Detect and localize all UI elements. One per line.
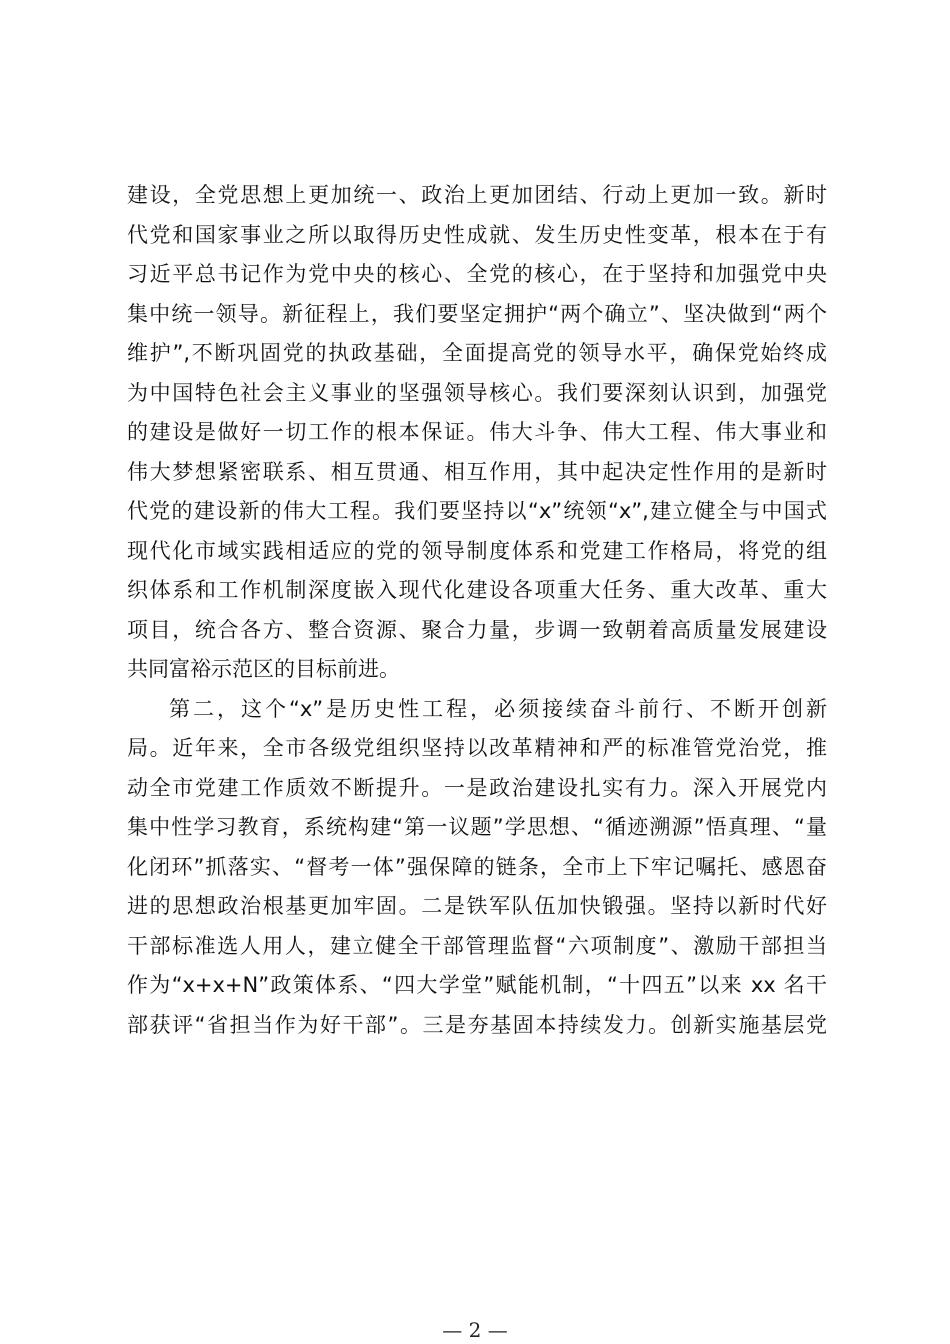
text-line: 代党和国家事业之所以取得历史性成就、发生历史性变革，根本在于有 xyxy=(127,222,827,247)
paragraph-2 xyxy=(127,690,827,1046)
text-line: 现代化市域实践相适应的党的领导制度体系和党建工作格局，将党的组 xyxy=(127,538,827,563)
text-line: 第二，这个“x”是历史性工程，必须接续奋斗前行、不断开创新 xyxy=(169,696,827,721)
text-line: 局。近年来，全市各级党组织坚持以改革精神和严的标准管党治党，推 xyxy=(127,736,827,760)
text-line: 习近平总书记作为党中央的核心、全党的核心，在于坚持和加强党中央 xyxy=(127,262,827,286)
text-line: 部获评“省担当作为好干部”。三是夯基固本持续发力。创新实施基层党 xyxy=(127,1012,827,1037)
text-line: 集中统一领导。新征程上，我们要坚定拥护“两个确立”、坚决做到“两个 xyxy=(127,301,827,326)
text-line: 织体系和工作机制深度嵌入现代化建设各项重大任务、重大改革、重大 xyxy=(127,578,827,602)
text-line: 集中性学习教育，系统构建“第一议题”学思想、“循迹溯源”悟真理、“量 xyxy=(127,815,827,839)
text-line: 维护”,不断巩固党的执政基础，全面提高党的领导水平，确保党始终成 xyxy=(127,341,827,365)
page-number: — 2 — xyxy=(442,1318,508,1342)
paragraph-1 xyxy=(127,176,827,690)
text-line: 进的思想政治根基更加牢固。二是铁军队伍加快锻强。坚持以新时代好 xyxy=(127,894,827,918)
text-line: 共同富裕示范区的目标前进。 xyxy=(127,657,400,681)
text-line: 化闭环”抓落实、“督考一体”强保障的链条，全市上下牢记嘱托、感恩奋 xyxy=(127,854,827,879)
text-line: 代党的建设新的伟大工程。我们要坚持以“x”统领“x”,建立健全与中国式 xyxy=(127,499,827,523)
text-line: 项目，统合各方、整合资源、聚合力量，步调一致朝着高质量发展建设 xyxy=(127,617,827,642)
text-line: 作为“x+x+N”政策体系、“四大学堂”赋能机制，“十四五”以来 xx 名干 xyxy=(127,973,827,997)
text-line: 动全市党建工作质效不断提升。一是政治建设扎实有力。深入开展党内 xyxy=(127,775,827,800)
text-line: 伟大梦想紧密联系、相互贯通、相互作用，其中起决定性作用的是新时 xyxy=(127,459,827,484)
text-line: 干部标准选人用人，建立健全干部管理监督“六项制度”、激励干部担当 xyxy=(127,933,827,958)
body-text xyxy=(127,176,827,1045)
text-line: 为中国特色社会主义事业的坚强领导核心。我们要深刻认识到，加强党 xyxy=(127,380,827,405)
text-line: 的建设是做好一切工作的根本保证。伟大斗争、伟大工程、伟大事业和 xyxy=(127,420,827,444)
text-line: 建设，全党思想上更加统一、政治上更加团结、行动上更加一致。新时 xyxy=(127,183,827,207)
